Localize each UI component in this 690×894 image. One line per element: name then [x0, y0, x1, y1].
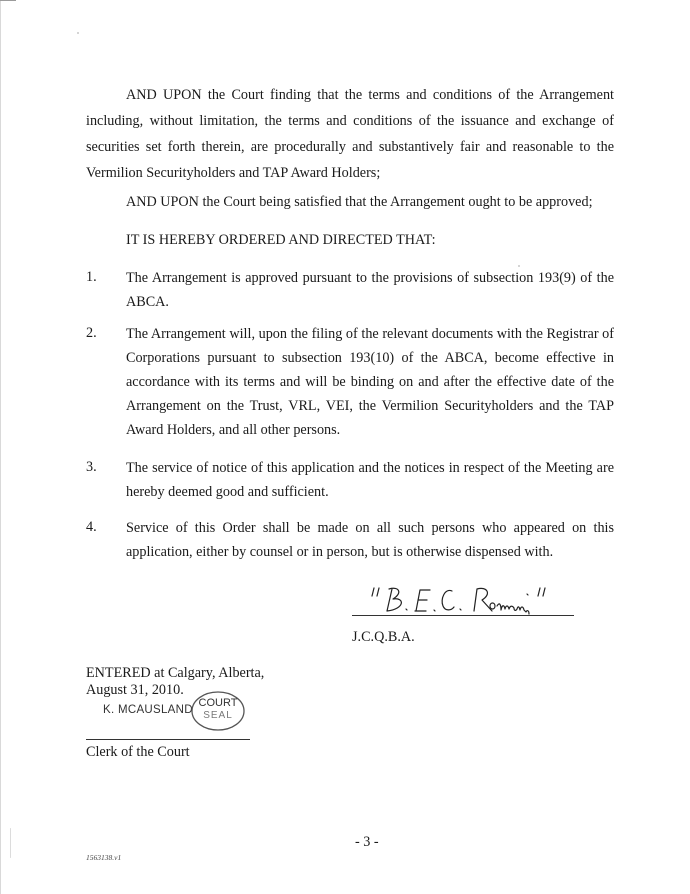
document-id: 1563138.v1: [86, 853, 122, 862]
item-text: Service of this Order shall be made on all such persons who appeared on this application, either by counsel or in person, but is otherwise dispensed with.: [126, 520, 614, 560]
scan-speck: [77, 32, 79, 34]
item-number: 3.: [86, 459, 97, 475]
paragraph-findings: AND UPON the Court finding that the terms and conditions of the Arrangement including, without limitation, the terms and conditions of the issuance and exchange of securities set forth therein, are procedurally and substantively fair and reasonable to the Vermilion Securityholders and TAP Award Holders;: [86, 87, 614, 181]
clerk-label: Clerk of the Court: [86, 744, 190, 760]
seal-line-2: SEAL: [203, 710, 233, 721]
scan-speck: [10, 828, 11, 858]
corner-mark: [0, 0, 16, 1]
page-edge: [0, 0, 1, 894]
item-number: 4.: [86, 519, 97, 535]
signature-line: [352, 615, 574, 616]
item-text: The service of notice of this application and the notices in respect of the Meeting are hereby deemed good and sufficient.: [126, 460, 614, 500]
handwritten-signature: [370, 580, 560, 620]
signature-title: J.C.Q.B.A.: [352, 629, 415, 645]
registrar-name: K. MCAUSLAND: [103, 704, 193, 716]
order-heading: IT IS HEREBY ORDERED AND DIRECTED THAT:: [126, 232, 436, 248]
entered-date: August 31, 2010.: [86, 682, 184, 698]
court-seal-stamp: [190, 690, 246, 732]
seal-line-1: COURT: [198, 697, 238, 709]
clerk-signature-line: [86, 739, 250, 740]
item-text: The Arrangement will, upon the filing of the relevant documents with the Registrar of Corporations pursuant to subsection 193(10) of the ABCA, become effective in accordance with its terms and will be binding on and after the effective date of the Arrangement on the Trust, VRL, VEI, the Vermilion Securityholders and the TAP Award Holders, and all other persons.: [126, 326, 614, 438]
entered-location: ENTERED at Calgary, Alberta,: [86, 665, 265, 681]
paragraph-satisfied: AND UPON the Court being satisfied that the Arrangement ought to be approved;: [126, 194, 593, 210]
page-number: - 3 -: [355, 834, 379, 850]
item-text: The Arrangement is approved pursuant to the provisions of subsection 193(9) of the ABCA.: [126, 270, 614, 310]
item-number: 1.: [86, 269, 97, 285]
item-number: 2.: [86, 325, 97, 341]
